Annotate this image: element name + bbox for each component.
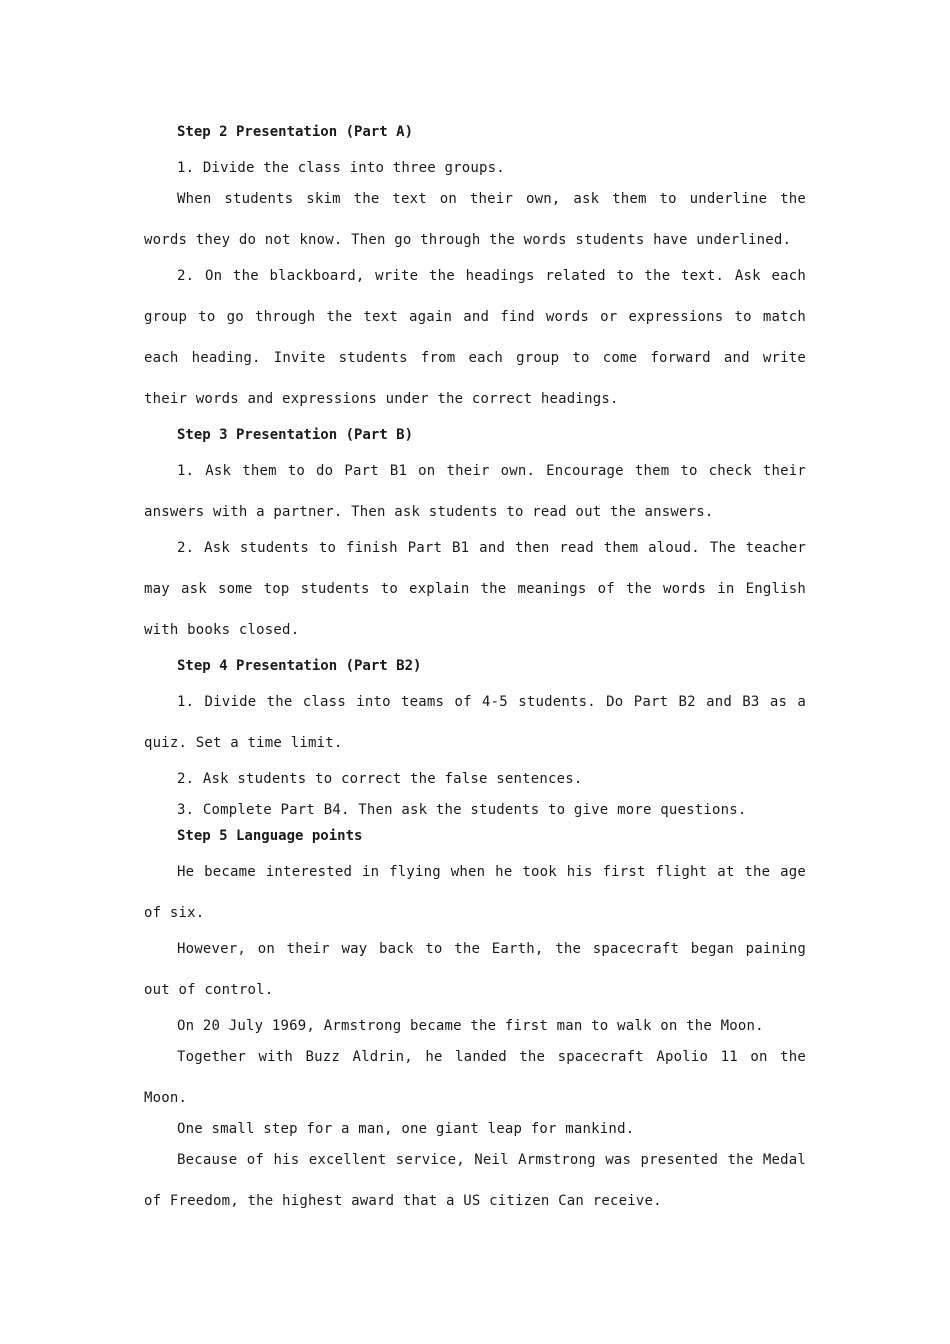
paragraph: However, on their way back to the Earth, the spacecraft began paining out of control. — [144, 941, 806, 998]
paragraph: 3. Complete Part B4. Then ask the students to give more questions. — [177, 802, 747, 818]
paragraph: 1. Divide the class into three groups. — [177, 160, 505, 176]
paragraph: On 20 July 1969, Armstrong became the first man to walk on the Moon. — [177, 1018, 764, 1034]
paragraph: One small step for a man, one giant leap for mankind. — [177, 1121, 635, 1137]
section-heading-step-2: Step 2 Presentation (Part A) — [177, 124, 414, 140]
paragraph: He became interested in flying when he took his first flight at the age of six. — [144, 864, 806, 921]
paragraph: 1. Divide the class into teams of 4-5 students. Do Part B2 and B3 as a quiz. Set a time limit. — [144, 694, 806, 751]
paragraph: 1. Ask them to do Part B1 on their own. Encourage them to check their answers with a partner. Then ask students to read out the answers. — [144, 463, 806, 520]
paragraph: 2. Ask students to finish Part B1 and then read them aloud. The teacher may ask some top students to explain the meanings of the words in English with books closed. — [144, 540, 806, 638]
paragraph: 2. Ask students to correct the false sentences. — [177, 771, 583, 787]
section-heading-step-3: Step 3 Presentation (Part B) — [177, 427, 414, 443]
paragraph: Together with Buzz Aldrin, he landed the spacecraft Apolio 11 on the Moon. — [144, 1049, 806, 1106]
document-page — [144, 122, 806, 1227]
paragraph: When students skim the text on their own, ask them to underline the words they do not know. Then go through the words students have underlined. — [144, 191, 806, 248]
section-heading-step-5: Step 5 Language points — [177, 828, 363, 844]
paragraph: Because of his excellent service, Neil Armstrong was presented the Medal of Freedom, the highest award that a US citizen Can receive. — [144, 1152, 806, 1209]
section-heading-step-4: Step 4 Presentation (Part B2) — [177, 658, 422, 674]
paragraph: 2. On the blackboard, write the headings related to the text. Ask each group to go through the text again and find words or expressions to match each heading. Invite students from each group to come forward and write their words and expressions under the correct headings. — [144, 268, 806, 407]
